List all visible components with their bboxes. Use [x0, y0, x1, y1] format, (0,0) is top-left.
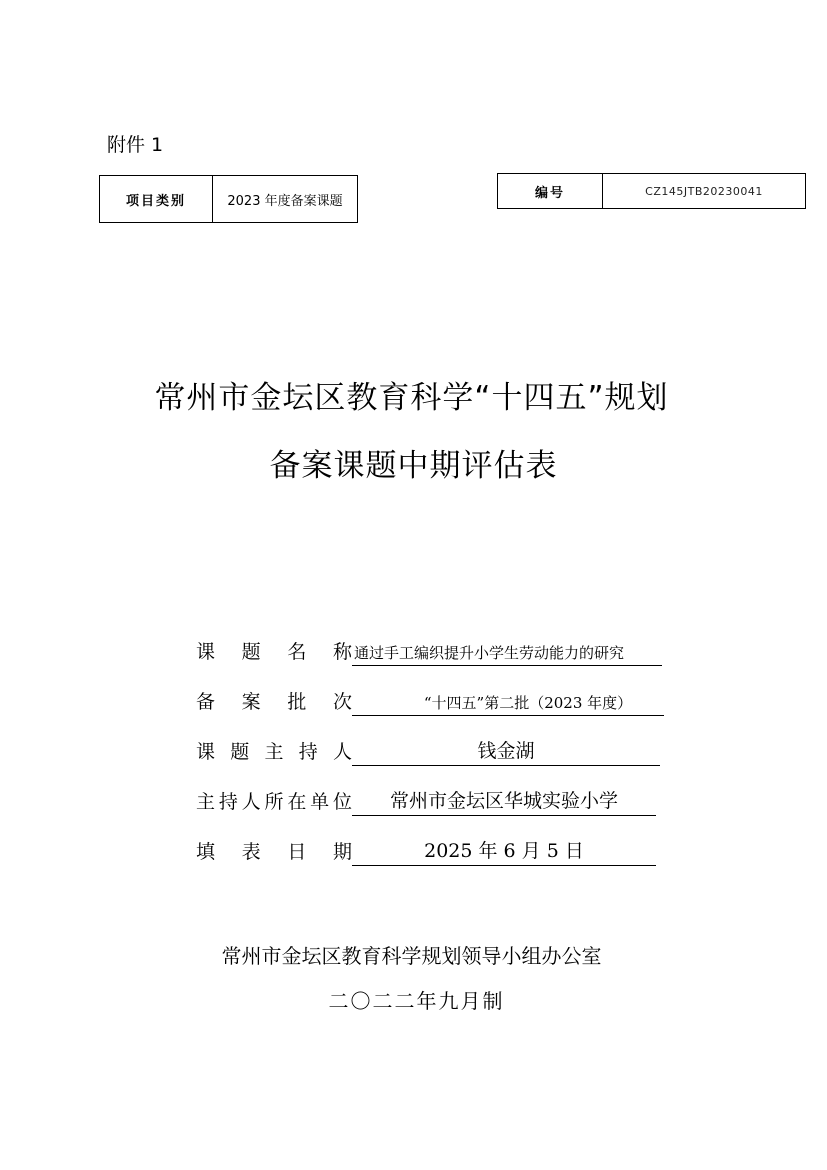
- document-title-line2: 备案课题中期评估表: [269, 448, 558, 484]
- issuing-office: 常州市金坛区教育科学规划领导小组办公室: [221, 944, 602, 968]
- batch-value: “十四五”第二批（2023 年度）: [352, 690, 664, 716]
- project-category-value: 2023 年度备案课题: [227, 193, 343, 209]
- document-title-line1: 常州市金坛区教育科学“十四五”规划: [154, 380, 669, 416]
- serial-number-box: [497, 173, 806, 209]
- project-category-box: [99, 175, 358, 223]
- fill-date-value: 2025 年 6 月 5 日: [352, 840, 656, 866]
- form-label: 填 表 日 期: [196, 841, 352, 863]
- form-row-fill-date: [196, 836, 656, 866]
- form-label: 主 持 人 所 在 单 位: [196, 791, 352, 813]
- form-row-topic-name: [196, 636, 662, 666]
- form-label: 课 题 主 持 人: [196, 741, 352, 763]
- form-row-host-unit: [196, 786, 656, 816]
- attachment-label: 附件 1: [107, 134, 164, 156]
- host-value: 钱金湖: [352, 740, 660, 766]
- form-row-host: [196, 736, 660, 766]
- topic-name-value: 通过手工编织提升小学生劳动能力的研究: [352, 640, 662, 666]
- host-unit-value: 常州市金坛区华城实验小学: [352, 790, 656, 816]
- serial-number-label: 编号: [498, 174, 603, 208]
- issue-date: 二〇二二年九月制: [328, 989, 505, 1013]
- project-category-label: 项目类别: [100, 176, 213, 222]
- form-row-batch: [196, 686, 664, 716]
- serial-number-value: CZ145JTB20230041: [645, 184, 763, 198]
- form-label: 课 题 名 称: [196, 641, 352, 663]
- form-label: 备 案 批 次: [196, 691, 352, 713]
